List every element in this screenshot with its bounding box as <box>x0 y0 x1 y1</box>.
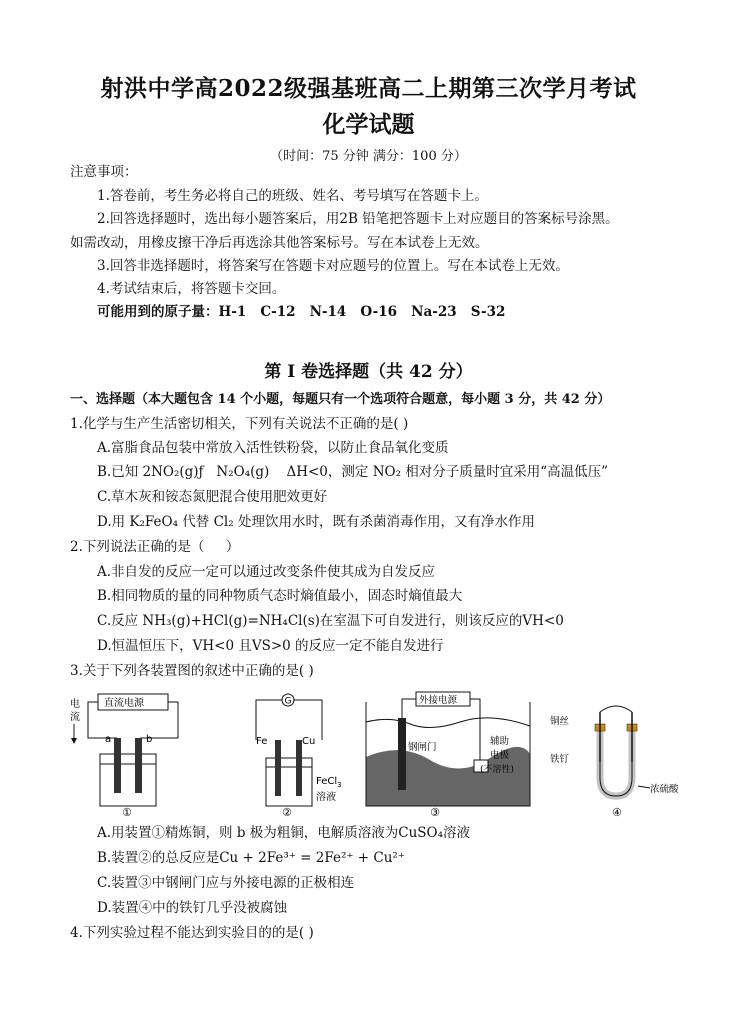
note-item: 2.回答选择题时，选出每小题答案后，用2B 铅笔把答题卡上对应题目的答案标号涂黑。 <box>97 211 619 227</box>
question-stem: 4.下列实验过程不能达到实验目的的是( ) <box>70 925 314 941</box>
cu-label: Cu <box>302 736 316 747</box>
question-option: B.相同物质的量的同种物质气态时熵值最小，固态时熵值最大 <box>97 588 463 604</box>
note-item: 1.答卷前，考生务必将自己的班级、姓名、考号填写在答题卡上。 <box>97 188 488 204</box>
connecting-wire <box>600 706 632 712</box>
aux-electrode-label-1: 辅助 <box>490 736 510 747</box>
apparatus-figure <box>60 682 680 822</box>
atomic-masses-values: H-1 C-12 N-14 O-16 Na-23 S-32 <box>218 304 506 320</box>
question-option: C.装置③中钢闸门应与外接电源的正极相连 <box>97 875 355 891</box>
device-1-number: ① <box>122 806 132 819</box>
question-stem: 2.下列说法正确的是（ ） <box>70 539 240 555</box>
wire-right <box>470 699 480 762</box>
conc-sulfuric-acid-label: 浓硫酸 <box>650 784 679 795</box>
cu-electrode <box>296 740 302 796</box>
notes-heading: 注意事项： <box>70 164 138 180</box>
exam-title: 射洪中学高2022级强基班高二上期第三次学月考试 <box>100 75 637 102</box>
acid-pointer <box>638 786 650 788</box>
external-power-label: 外接电源 <box>419 695 458 706</box>
wire-left <box>402 699 416 718</box>
note-item: 4.考试结束后，将答题卡交回。 <box>97 281 286 297</box>
atomic-masses <box>97 303 505 321</box>
wire-left <box>256 700 282 740</box>
current-label: 电 <box>70 699 80 710</box>
fe-electrode <box>275 740 281 796</box>
device-4-number: ④ <box>612 806 622 819</box>
fecl3-label: FeCl$_3$ <box>316 776 342 789</box>
question-stem: 3.关于下列各装置图的叙述中正确的是( ) <box>70 663 314 679</box>
section-title: 第 I 卷选择题（共 42 分） <box>264 362 473 382</box>
question-option: A.用装置①精炼铜，则 b 极为粗铜，电解质溶液为CuSO₄溶液 <box>97 825 471 841</box>
galvanometer-label: G <box>284 696 292 707</box>
fe-label: Fe <box>256 736 268 747</box>
dc-power-label: 直流电源 <box>104 698 144 709</box>
solution-label: 溶液 <box>316 792 336 803</box>
question-option: A.富脂食品包装中常放入活性铁粉袋，以防止食品氧化变质 <box>97 440 449 456</box>
device-4-u-tube <box>550 706 679 819</box>
note-item: 如需改动，用橡皮擦干净后再选涂其他答案标号。写在本试卷上无效。 <box>70 235 489 251</box>
device-2-galvanic <box>256 694 342 819</box>
beaker <box>100 754 156 806</box>
steel-gate-label: 钢闸门 <box>408 742 437 753</box>
question-option: D.用 K₂FeO₄ 代替 Cl₂ 处理饮用水时，既有杀菌消毒作用，又有净水作用 <box>97 514 535 530</box>
note-item: 3.回答非选择题时，将答案写在答题卡对应题号的位置上。写在本试卷上无效。 <box>97 258 569 274</box>
device-2-number: ② <box>282 806 292 819</box>
device-3-cathodic-protection <box>366 692 530 819</box>
question-option: B.装置②的总反应是Cu + 2Fe³⁺ = 2Fe²⁺ + Cu²⁺ <box>97 850 405 866</box>
device-1-electrolysis <box>70 694 178 819</box>
question-option: A.非自发的反应一定可以通过改变条件使其成为自发反应 <box>97 564 436 580</box>
iron-nail-label: 铁钉 <box>550 754 570 765</box>
wire-right <box>294 700 322 740</box>
question-option: B.已知 2NO₂(g)ƒ N₂O₄(g) ΔH<0，测定 NO₂ 相对分子质量时宜采用“高温低压” <box>97 464 609 480</box>
question-option: D.装置④中的铁钉几乎没被腐蚀 <box>97 900 288 916</box>
question-option: C.反应 NH₃(g)+HCl(g)=NH₄Cl(s)在室温下可自发进行，则该反应的VH<0 <box>97 613 564 629</box>
electrode-a-label: a <box>105 734 112 745</box>
question-option: C.草木灰和铵态氮肥混合使用肥效更好 <box>97 489 328 505</box>
steel-gate <box>398 718 406 790</box>
u-tube <box>600 730 632 796</box>
subject-title: 化学试题 <box>322 111 415 138</box>
aux-electrode-label-3: (不溶性) <box>480 765 515 775</box>
atomic-masses-label: 可能用到的原子量： <box>97 304 219 320</box>
electrode-b <box>135 738 142 793</box>
beaker <box>266 758 312 806</box>
water-surface <box>366 718 530 728</box>
question-option: D.恒温恒压下，VH<0 且VS>0 的反应一定不能自发进行 <box>97 638 444 654</box>
copper-wire-label: 铜丝 <box>550 716 570 727</box>
question-stem: 1.化学与生产生活密切相关，下列有关说法不正确的是( ) <box>70 416 409 432</box>
device-3-number: ③ <box>430 806 440 819</box>
current-arrow-head <box>71 738 77 744</box>
aux-electrode-label-2: 电极 <box>490 750 510 761</box>
electrode-a <box>114 738 121 793</box>
section-instruction: 一、选择题（本大题包含 14 个小题，每题只有一个选项符合题意，每小题 3 分，共 42 分） <box>70 392 611 407</box>
electrode-b-label: b <box>146 734 153 745</box>
exam-meta: （时间：75 分钟 满分：100 分） <box>270 149 467 164</box>
current-label-2: 流 <box>70 712 80 723</box>
